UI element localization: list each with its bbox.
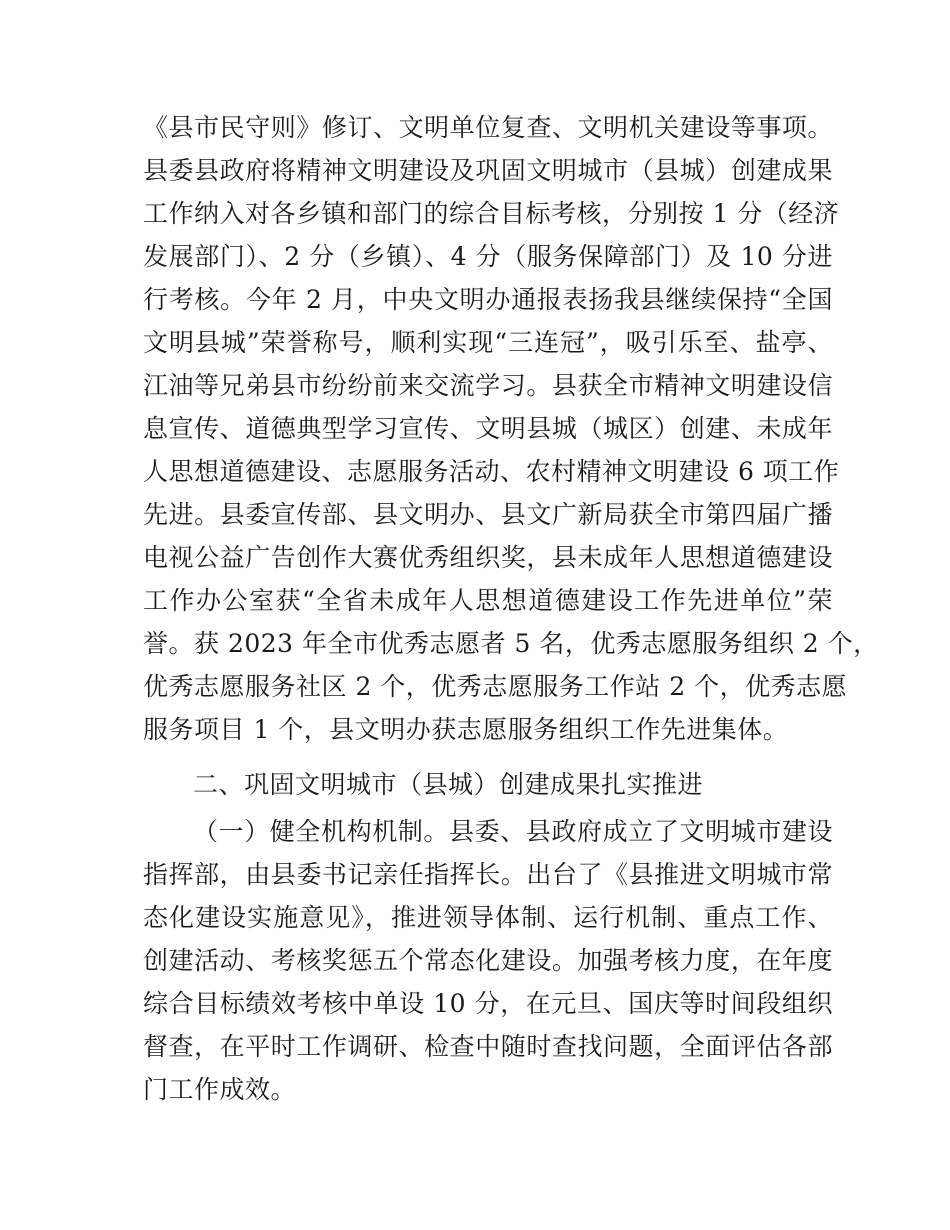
paragraph-1-line-13: 誉。获 2023 年全市优秀志愿者 5 名，优秀志愿服务组织 2 个， — [143, 629, 879, 658]
paragraph-1-line-15: 服务项目 1 个，县文明办获志愿服务组织工作先进集体。 — [143, 715, 789, 744]
paragraph-1-line-1: 《县市民守则》修订、文明单位复查、文明机关建设等事项。 — [143, 113, 833, 142]
paragraph-1-line-3: 工作纳入对各乡镇和部门的综合目标考核，分别按 1 分（经济 — [143, 199, 840, 228]
paragraph-1-line-8: 息宣传、道德典型学习宣传、文明县城（城区）创建、未成年 — [143, 414, 833, 443]
paragraph-1-line-9: 人思想道德建设、志愿服务活动、农村精神文明建设 6 项工作 — [143, 457, 840, 486]
section-heading: 二、巩固文明城市（县城）创建成果扎实推进 — [193, 770, 704, 799]
paragraph-2-line-2: 指挥部，由县委书记亲任指挥长。出台了《县推进文明城市常 — [143, 860, 833, 889]
paragraph-1-line-11: 电视公益广告创作大赛优秀组织奖，县未成年人思想道德建设 — [143, 543, 833, 572]
paragraph-2-line-1: （一）健全机构机制。县委、县政府成立了文明城市建设 — [193, 817, 833, 846]
paragraph-1-line-4: 发展部门）、2 分（乡镇）、4 分（服务保障部门）及 10 分进 — [143, 242, 833, 271]
paragraph-1-line-14: 优秀志愿服务社区 2 个，优秀志愿服务工作站 2 个，优秀志愿 — [143, 672, 848, 701]
paragraph-2-line-3: 态化建设实施意见》，推进领导体制、运行机制、重点工作、 — [143, 903, 833, 932]
paragraph-1-line-12: 工作办公室获“全省未成年人思想道德建设工作先进单位”荣 — [143, 586, 833, 615]
paragraph-1-line-5: 行考核。今年 2 月，中央文明办通报表扬我县继续保持“全国 — [143, 285, 833, 314]
paragraph-2-line-4: 创建活动、考核奖惩五个常态化建设。加强考核力度，在年度 — [143, 946, 833, 975]
paragraph-1-line-7: 江油等兄弟县市纷纷前来交流学习。县获全市精神文明建设信 — [143, 371, 833, 400]
paragraph-1-line-6: 文明县城”荣誉称号，顺利实现“三连冠”，吸引乐至、盐亭、 — [143, 328, 833, 357]
paragraph-1-line-2: 县委县政府将精神文明建设及巩固文明城市（县城）创建成果 — [143, 156, 833, 185]
paragraph-2-line-6: 督查，在平时工作调研、检查中随时查找问题，全面评估各部 — [143, 1032, 833, 1061]
paragraph-2-line-5: 综合目标绩效考核中单设 10 分，在元旦、国庆等时间段组织 — [143, 989, 833, 1018]
paragraph-1-line-10: 先进。县委宣传部、县文明办、县文广新局获全市第四届广播 — [143, 500, 833, 529]
paragraph-2-line-7: 门工作成效。 — [143, 1075, 297, 1104]
